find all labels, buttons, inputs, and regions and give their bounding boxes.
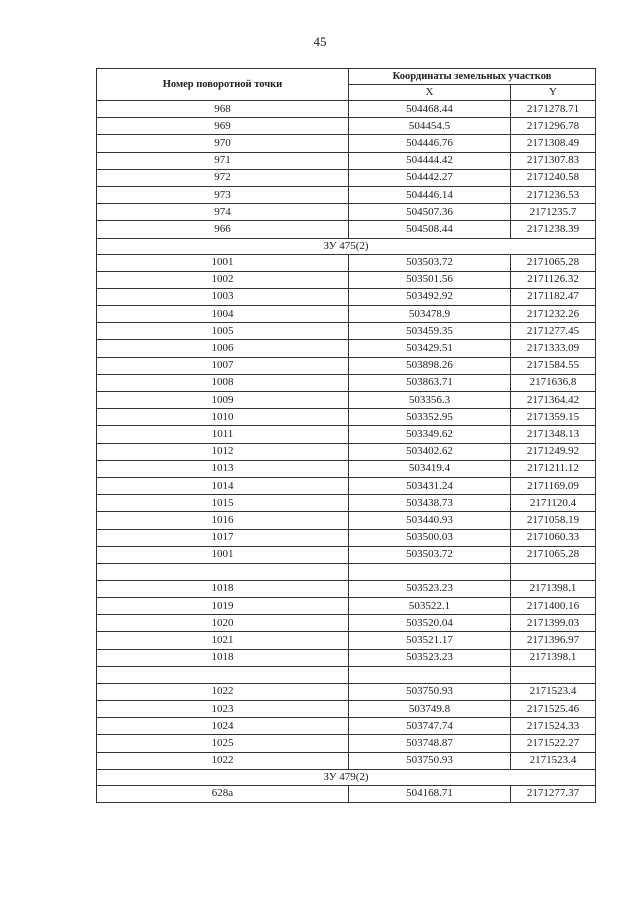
table-row xyxy=(97,718,596,735)
point-number-cell: 1024 xyxy=(97,718,349,735)
x-coordinate-cell: 504446.14 xyxy=(349,186,511,203)
x-coordinate-cell: 503356.3 xyxy=(349,392,511,409)
y-coordinate-cell: 2171120.4 xyxy=(511,495,596,512)
point-number-cell: 1003 xyxy=(97,288,349,305)
table-row xyxy=(97,186,596,203)
x-coordinate-cell: 503419.4 xyxy=(349,460,511,477)
coordinates-table xyxy=(96,68,596,803)
table-row xyxy=(97,101,596,118)
table-row xyxy=(97,306,596,323)
y-coordinate-cell: 2171277.45 xyxy=(511,323,596,340)
y-coordinate-cell: 2171065.28 xyxy=(511,254,596,271)
point-number-cell: 1014 xyxy=(97,477,349,494)
header-x: X xyxy=(349,85,511,101)
x-coordinate-cell: 503503.72 xyxy=(349,254,511,271)
point-number-cell: 966 xyxy=(97,221,349,238)
point-number-cell: 1007 xyxy=(97,357,349,374)
y-coordinate-cell: 2171249.92 xyxy=(511,443,596,460)
table-row xyxy=(97,598,596,615)
point-number-cell: 1006 xyxy=(97,340,349,357)
y-coordinate-cell: 2171348.13 xyxy=(511,426,596,443)
point-number-cell: 1011 xyxy=(97,426,349,443)
table-row xyxy=(97,426,596,443)
y-coordinate-cell: 2171307.83 xyxy=(511,152,596,169)
x-coordinate-cell: 503429.51 xyxy=(349,340,511,357)
x-coordinate-cell: 503431.24 xyxy=(349,477,511,494)
blank-cell xyxy=(349,563,511,580)
y-coordinate-cell: 2171636.8 xyxy=(511,374,596,391)
y-coordinate-cell: 2171060.33 xyxy=(511,529,596,546)
x-coordinate-cell: 503523.23 xyxy=(349,580,511,597)
x-coordinate-cell: 503349.62 xyxy=(349,426,511,443)
section-row xyxy=(97,238,596,254)
section-row xyxy=(97,769,596,785)
point-number-cell: 1015 xyxy=(97,495,349,512)
point-number-cell: 971 xyxy=(97,152,349,169)
header-y: Y xyxy=(511,85,596,101)
blank-row xyxy=(97,666,596,683)
table-row xyxy=(97,735,596,752)
y-coordinate-cell: 2171308.49 xyxy=(511,135,596,152)
point-number-cell: 969 xyxy=(97,118,349,135)
y-coordinate-cell: 2171523.4 xyxy=(511,752,596,769)
x-coordinate-cell: 503750.93 xyxy=(349,683,511,700)
y-coordinate-cell: 2171296.78 xyxy=(511,118,596,135)
x-coordinate-cell: 503749.8 xyxy=(349,701,511,718)
y-coordinate-cell: 2171169.09 xyxy=(511,477,596,494)
x-coordinate-cell: 504454.5 xyxy=(349,118,511,135)
y-coordinate-cell: 2171238.39 xyxy=(511,221,596,238)
point-number-cell: 1004 xyxy=(97,306,349,323)
x-coordinate-cell: 503478.9 xyxy=(349,306,511,323)
table-row xyxy=(97,683,596,700)
point-number-cell: 1010 xyxy=(97,409,349,426)
y-coordinate-cell: 2171235.7 xyxy=(511,204,596,221)
point-number-cell: 1008 xyxy=(97,374,349,391)
table-row xyxy=(97,460,596,477)
x-coordinate-cell: 503863.71 xyxy=(349,374,511,391)
x-coordinate-cell: 503747.74 xyxy=(349,718,511,735)
point-number-cell: 1022 xyxy=(97,683,349,700)
x-coordinate-cell: 503521.17 xyxy=(349,632,511,649)
point-number-cell: 1017 xyxy=(97,529,349,546)
x-coordinate-cell: 503500.03 xyxy=(349,529,511,546)
x-coordinate-cell: 503523.23 xyxy=(349,649,511,666)
table-row xyxy=(97,118,596,135)
point-number-cell: 1023 xyxy=(97,701,349,718)
blank-cell xyxy=(511,666,596,683)
point-number-cell: 1001 xyxy=(97,254,349,271)
table-row xyxy=(97,443,596,460)
y-coordinate-cell: 2171398.1 xyxy=(511,649,596,666)
table-row xyxy=(97,785,596,802)
section-label: ЗУ 475(2) xyxy=(97,238,596,254)
x-coordinate-cell: 503352.95 xyxy=(349,409,511,426)
y-coordinate-cell: 2171398.1 xyxy=(511,580,596,597)
table-body xyxy=(97,101,596,803)
x-coordinate-cell: 504446.76 xyxy=(349,135,511,152)
y-coordinate-cell: 2171278.71 xyxy=(511,101,596,118)
point-number-cell: 972 xyxy=(97,169,349,186)
table-row xyxy=(97,495,596,512)
x-coordinate-cell: 504507.36 xyxy=(349,204,511,221)
table-header xyxy=(97,69,596,101)
header-coordinates: Координаты земельных участков xyxy=(349,69,596,85)
x-coordinate-cell: 503750.93 xyxy=(349,752,511,769)
point-number-cell: 1013 xyxy=(97,460,349,477)
table-row xyxy=(97,323,596,340)
y-coordinate-cell: 2171126.32 xyxy=(511,271,596,288)
point-number-cell: 1020 xyxy=(97,615,349,632)
table-row xyxy=(97,340,596,357)
point-number-cell: 628а xyxy=(97,785,349,802)
x-coordinate-cell: 503898.26 xyxy=(349,357,511,374)
y-coordinate-cell: 2171524.33 xyxy=(511,718,596,735)
x-coordinate-cell: 503522.1 xyxy=(349,598,511,615)
table-row xyxy=(97,169,596,186)
point-number-cell: 1018 xyxy=(97,580,349,597)
blank-cell xyxy=(97,666,349,683)
y-coordinate-cell: 2171400.16 xyxy=(511,598,596,615)
table-row xyxy=(97,221,596,238)
y-coordinate-cell: 2171364.42 xyxy=(511,392,596,409)
blank-row xyxy=(97,563,596,580)
y-coordinate-cell: 2171525.46 xyxy=(511,701,596,718)
blank-cell xyxy=(511,563,596,580)
point-number-cell: 1016 xyxy=(97,512,349,529)
x-coordinate-cell: 503440.93 xyxy=(349,512,511,529)
point-number-cell: 1018 xyxy=(97,649,349,666)
y-coordinate-cell: 2171058.19 xyxy=(511,512,596,529)
table-row xyxy=(97,254,596,271)
table-row xyxy=(97,546,596,563)
table-row xyxy=(97,701,596,718)
point-number-cell: 974 xyxy=(97,204,349,221)
x-coordinate-cell: 504168.71 xyxy=(349,785,511,802)
y-coordinate-cell: 2171240.58 xyxy=(511,169,596,186)
page-number: 45 xyxy=(313,34,327,49)
y-coordinate-cell: 2171399.03 xyxy=(511,615,596,632)
blank-cell xyxy=(97,563,349,580)
point-number-cell: 1002 xyxy=(97,271,349,288)
point-number-cell: 1005 xyxy=(97,323,349,340)
x-coordinate-cell: 504442.27 xyxy=(349,169,511,186)
x-coordinate-cell: 503459.35 xyxy=(349,323,511,340)
y-coordinate-cell: 2171396.97 xyxy=(511,632,596,649)
y-coordinate-cell: 2171523.4 xyxy=(511,683,596,700)
point-number-cell: 1022 xyxy=(97,752,349,769)
point-number-cell: 973 xyxy=(97,186,349,203)
y-coordinate-cell: 2171359.15 xyxy=(511,409,596,426)
point-number-cell: 1021 xyxy=(97,632,349,649)
y-coordinate-cell: 2171232.26 xyxy=(511,306,596,323)
table-row xyxy=(97,152,596,169)
table-row xyxy=(97,649,596,666)
y-coordinate-cell: 2171522.27 xyxy=(511,735,596,752)
blank-cell xyxy=(349,666,511,683)
y-coordinate-cell: 2171182.47 xyxy=(511,288,596,305)
table-row xyxy=(97,512,596,529)
table-row xyxy=(97,477,596,494)
point-number-cell: 968 xyxy=(97,101,349,118)
y-coordinate-cell: 2171236.53 xyxy=(511,186,596,203)
x-coordinate-cell: 503402.62 xyxy=(349,443,511,460)
table-row xyxy=(97,271,596,288)
y-coordinate-cell: 2171211.12 xyxy=(511,460,596,477)
y-coordinate-cell: 2171584.55 xyxy=(511,357,596,374)
point-number-cell: 1019 xyxy=(97,598,349,615)
table-row xyxy=(97,632,596,649)
table-row xyxy=(97,580,596,597)
x-coordinate-cell: 503492.92 xyxy=(349,288,511,305)
point-number-cell: 1001 xyxy=(97,546,349,563)
table-row xyxy=(97,204,596,221)
point-number-cell: 1012 xyxy=(97,443,349,460)
y-coordinate-cell: 2171333.09 xyxy=(511,340,596,357)
table-row xyxy=(97,615,596,632)
table-row xyxy=(97,392,596,409)
table-row xyxy=(97,374,596,391)
y-coordinate-cell: 2171277.37 xyxy=(511,785,596,802)
table-row xyxy=(97,409,596,426)
table-row xyxy=(97,135,596,152)
y-coordinate-cell: 2171065.28 xyxy=(511,546,596,563)
table-row xyxy=(97,752,596,769)
table-row xyxy=(97,357,596,374)
x-coordinate-cell: 503501.56 xyxy=(349,271,511,288)
x-coordinate-cell: 504444.42 xyxy=(349,152,511,169)
table-row xyxy=(97,288,596,305)
x-coordinate-cell: 503438.73 xyxy=(349,495,511,512)
table-row xyxy=(97,529,596,546)
point-number-cell: 970 xyxy=(97,135,349,152)
point-number-cell: 1009 xyxy=(97,392,349,409)
header-point-number: Номер поворотной точки xyxy=(97,69,349,101)
x-coordinate-cell: 503520.04 xyxy=(349,615,511,632)
x-coordinate-cell: 504468.44 xyxy=(349,101,511,118)
section-label: ЗУ 479(2) xyxy=(97,769,596,785)
x-coordinate-cell: 504508.44 xyxy=(349,221,511,238)
x-coordinate-cell: 503748.87 xyxy=(349,735,511,752)
x-coordinate-cell: 503503.72 xyxy=(349,546,511,563)
point-number-cell: 1025 xyxy=(97,735,349,752)
